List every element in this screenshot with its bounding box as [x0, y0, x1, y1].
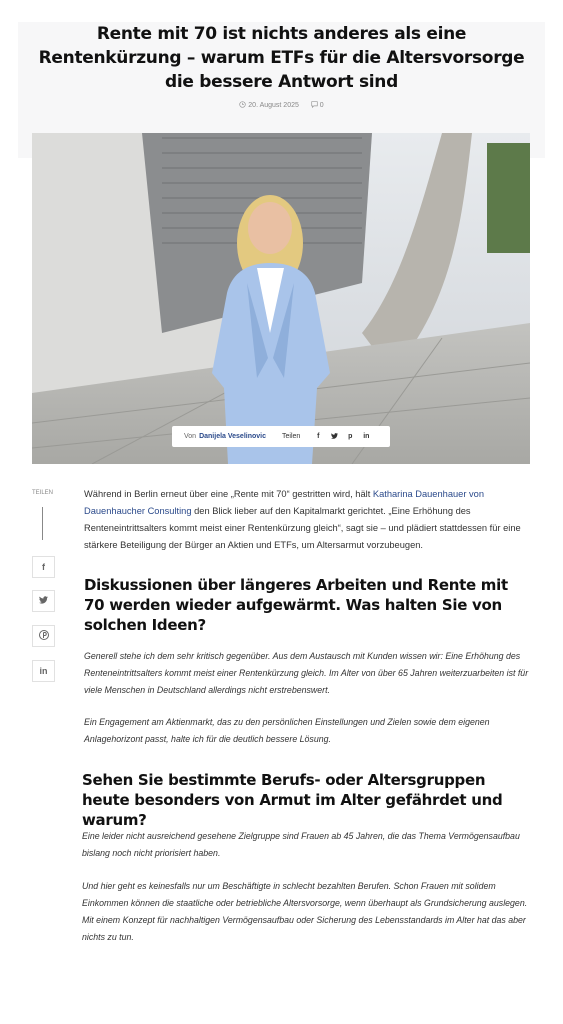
article-meta — [0, 101, 563, 110]
hero-image — [32, 133, 530, 464]
clock-icon — [239, 101, 246, 110]
consultant-link[interactable]: Katharina Dauenhauer von Dauenhaucher Consulting — [84, 489, 485, 516]
linkedin-icon[interactable]: in — [363, 432, 370, 440]
sidebar-pinterest-button[interactable] — [32, 625, 55, 647]
sidebar-linkedin-button[interactable] — [32, 660, 55, 682]
facebook-icon: f — [42, 562, 45, 572]
comments-count[interactable]: 0 — [319, 102, 324, 109]
intro-text-start: Während in Berlin erneut über eine „Rente mit 70“ gestritten wird, hält — [84, 489, 373, 499]
publish-date: 20. August 2025 — [248, 102, 299, 109]
author-share-bar — [172, 426, 390, 447]
sidebar-facebook-button[interactable] — [32, 556, 55, 578]
sidebar-twitter-button[interactable] — [32, 590, 55, 612]
question-heading-1: Diskussionen über längeres Arbeiten und Rente mit 70 werden wieder aufgewärmt. Was halten Sie von solchen Ideen? — [84, 576, 508, 634]
question-heading-2: Sehen Sie bestimmte Berufs- oder Altersgruppen heute besonders von Armut im Alter gefährdet und warum? — [82, 771, 503, 829]
facebook-icon[interactable]: f — [317, 432, 320, 440]
byline-prefix: Von — [184, 433, 197, 440]
answer-paragraph-2a: Eine leider nicht ausreichend gesehene Zielgruppe sind Frauen ab 45 Jahren, die das Thema Vermögensaufbau bislang noch nicht priorisiert haben. — [82, 831, 520, 858]
twitter-icon — [39, 596, 48, 606]
comment-icon[interactable] — [311, 101, 318, 110]
share-label: Teilen — [282, 433, 301, 440]
answer-paragraph-1a: Generell stehe ich dem sehr kritisch gegenüber. Aus dem Austausch mit Kunden wissen wir: Eine Erhöhung des Renteneintrittsalters kommt meist einer Rentenkürzung gleich. Im Alter von über 65 Jahren weiterzuarbeiten ist für viele Menschen in Deutschland allerdings nicht erstrebenswert. — [84, 651, 529, 695]
sidebar-share-label: TEILEN — [32, 490, 54, 496]
intro-text-end: den Blick lieber auf den Kapitalmarkt gerichtet. „Eine Erhöhung des Renteneintrittsalters kommt meist einer Rentenkürzung gleich“, sagt sie – und plädiert stattdessen für eine stärkere Beteiligung der Bürger an Aktien und ETFs, um Altersarmut vorzubeugen. — [84, 506, 521, 550]
author-link[interactable]: Danijela Veselinovic — [199, 433, 267, 440]
answer-paragraph-1b: Ein Engagement am Aktienmarkt, das zu den persönlichen Einstellungen und Zielen sowie dem eigenen Anlagehorizont passt, halte ich für die deutlich bessere Lösung. — [84, 717, 490, 744]
intro-paragraph — [84, 486, 530, 554]
linkedin-icon: in — [39, 666, 48, 676]
pinterest-icon[interactable]: p — [348, 432, 353, 440]
article-title: Rente mit 70 ist nichts anderes als eine Rentenkürzung – warum ETFs für die Altersvorsorge die bessere Antwort sind — [38, 24, 525, 92]
answer-paragraph-2b: Und hier geht es keinesfalls nur um Beschäftigte in schlecht bezahlten Berufen. Schon Frauen mit solidem Einkommen können die staatliche oder betriebliche Altersvorsorge, wenn überhaupt als Grundsicherung auslegen. Mit einem Konzept für nachhaltigen Vermögensaufbau oder Sicherung des Lebensstandards im Alter hat das aber nichts zu tun. — [82, 881, 528, 942]
sidebar-divider — [42, 507, 43, 540]
pinterest-icon — [39, 630, 49, 642]
twitter-icon[interactable] — [326, 433, 342, 441]
